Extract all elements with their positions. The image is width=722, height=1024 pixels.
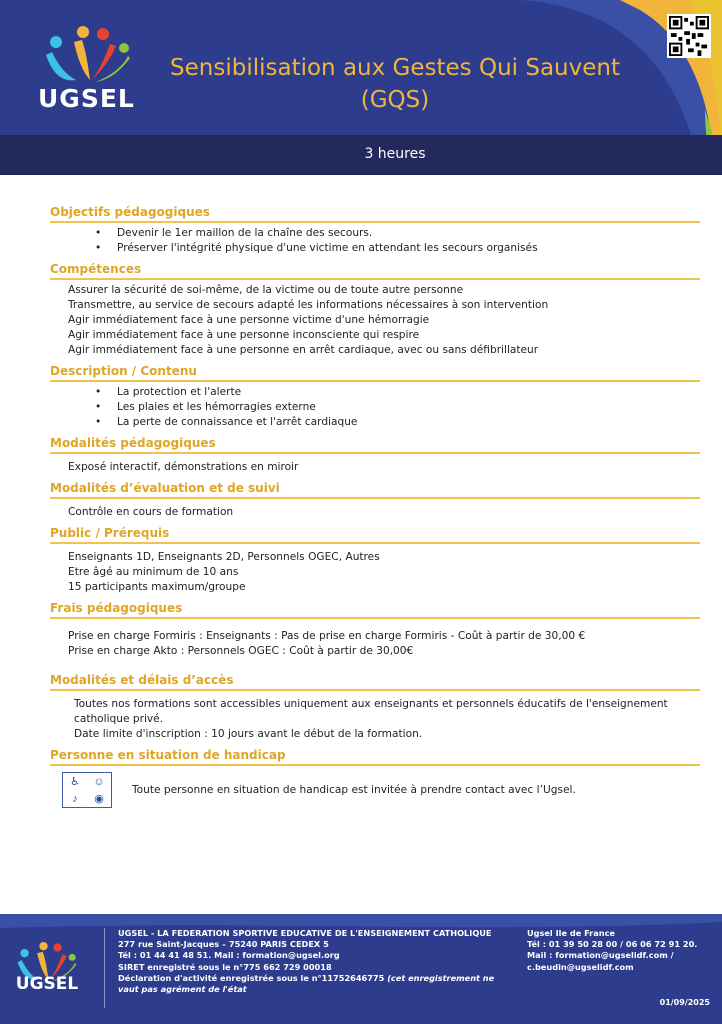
list-item: Assurer la sécurité de soi-même, de la victime ou de toute autre personne: [68, 284, 464, 296]
section-title: Objectifs pédagogiques: [50, 205, 700, 223]
list-item: Prise en charge Formiris : Enseignants : Pas de prise en charge Formiris - Coût à partir de 30,00 €: [68, 630, 586, 642]
section-title: Compétences: [50, 262, 700, 280]
duration-label: 3 heures: [364, 146, 426, 162]
footer-line: Tél : 01 44 41 48 51. Mail : formation@ugsel.org: [118, 950, 340, 961]
list-item: Agir immédiatement face à une personne en arrêt cardiaque, avec ou sans défibrillateur: [68, 344, 539, 356]
section-title: Modalités d’évaluation et de suivi: [50, 481, 700, 499]
list-item: • Les plaies et les hémorragies externe: [95, 400, 700, 415]
section-evaluation: [50, 481, 700, 520]
list-item: • La perte de connaissance et l'arrêt cardiaque: [95, 415, 700, 430]
footer-divider: [104, 928, 105, 1008]
list-item: Transmettre, au service de secours adapté les informations nécessaires à son intervention: [68, 299, 549, 311]
list-item: Agir immédiatement face à une personne victime d'une hémorragie: [68, 314, 430, 326]
competences-list: [50, 280, 700, 358]
section-modalites-pedagogiques: [50, 436, 700, 475]
title-line-2: (GQS): [360, 87, 430, 113]
eye-icon: ◉: [94, 793, 104, 805]
accessibility-icons: [62, 772, 112, 808]
list-item: Date limite d'inscription : 10 jours avant le début de la formation.: [74, 728, 423, 740]
section-public: [50, 526, 700, 595]
ear-icon: ♪: [72, 792, 78, 805]
list-item: • Devenir le 1er maillon de la chaîne des secours.: [95, 226, 700, 241]
list-item: Enseignants 1D, Enseignants 2D, Personnels OGEC, Autres: [68, 551, 380, 563]
footer-date: 01/09/2025: [659, 998, 710, 1007]
section-frais: [50, 601, 700, 667]
section-objectifs: [50, 205, 700, 256]
section-title: Personne en situation de handicap: [50, 748, 700, 766]
section-text: Contrôle en cours de formation: [68, 506, 234, 518]
section-acces: [50, 673, 700, 742]
public-list: [50, 544, 700, 595]
ugsel-logo-icon: [12, 936, 82, 1006]
footer-line: SIRET enregistré sous le n°775 662 729 00018: [118, 961, 332, 972]
section-text: Exposé interactif, démonstrations en miroir: [68, 461, 299, 473]
list-item: Etre âgé au minimum de 10 ans: [68, 566, 239, 578]
page-footer: [0, 914, 722, 1024]
footer-line: Mail : formation@ugselidf.com /: [527, 950, 674, 961]
declaration-note: (cet enregistrement ne vaut pas agrément de l'état: [118, 972, 495, 995]
logo-text: UGSEL: [38, 84, 135, 113]
content: [50, 205, 700, 814]
page-title: [150, 52, 640, 116]
list-item: Prise en charge Akto : Personnels OGEC : Coût à partir de 30,00€: [68, 645, 414, 657]
frais-list: [50, 619, 700, 667]
section-text: Toute personne en situation de handicap est invitée à prendre contact avec l’Ugsel.: [132, 784, 576, 796]
handicap-row: [50, 766, 700, 808]
qr-code-icon[interactable]: [667, 14, 711, 58]
footer-federation-info: [118, 928, 508, 995]
title-line-1: Sensibilisation aux Gestes Qui Sauvent: [170, 55, 620, 81]
footer-regional-info: [527, 928, 717, 973]
wheelchair-icon: ♿: [70, 776, 80, 788]
head-profile-icon: ☺: [93, 775, 105, 788]
objectifs-list: [50, 223, 700, 256]
section-title: Public / Prérequis: [50, 526, 700, 544]
list-item: Agir immédiatement face à une personne inconsciente qui respire: [68, 329, 420, 341]
footer-line: 277 rue Saint-Jacques – 75240 PARIS CEDEX 5: [118, 939, 329, 950]
footer-logo-text: UGSEL: [15, 974, 79, 994]
acces-list: [50, 691, 700, 742]
list-item: Toutes nos formations sont accessibles uniquement aux enseignants et personnels éducatifs de l'enseignement catholique privé.: [74, 698, 668, 725]
footer-line: Ugsel Ile de France: [527, 928, 615, 938]
footer-line: c.beudin@ugselidf.com: [527, 961, 634, 972]
section-title: Description / Contenu: [50, 364, 700, 382]
footer-line: Tél : 01 39 50 28 00 / 06 06 72 91 20.: [527, 939, 698, 950]
section-handicap: [50, 748, 700, 808]
page-header: [0, 0, 722, 175]
section-title: Frais pédagogiques: [50, 601, 700, 619]
section-description: [50, 364, 700, 430]
list-item: • Préserver l'intégrité physique d'une victime en attendant les secours organisés: [95, 241, 700, 256]
declaration-text: Déclaration d'activité enregistrée sous le n°11752646775: [118, 972, 385, 983]
section-title: Modalités pédagogiques: [50, 436, 700, 454]
footer-line: UGSEL - LA FEDERATION SPORTIVE EDUCATIVE DE L'ENSEIGNEMENT CATHOLIQUE: [118, 928, 492, 938]
section-competences: [50, 262, 700, 358]
list-item: 15 participants maximum/groupe: [68, 581, 246, 593]
section-title: Modalités et délais d’accès: [50, 673, 700, 691]
footer-declaration: [118, 973, 508, 995]
list-item: • La protection et l'alerte: [95, 385, 700, 400]
description-list: [50, 382, 700, 430]
